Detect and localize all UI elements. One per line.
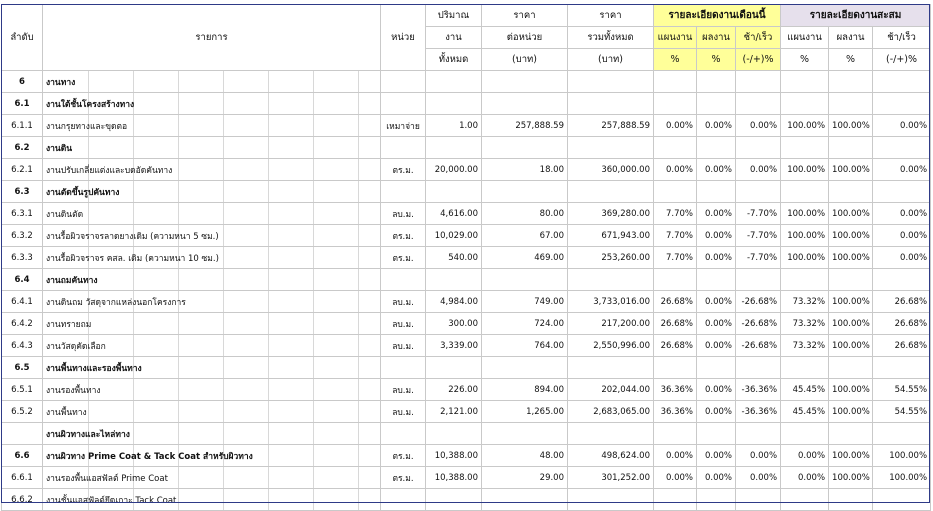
cell-cum-plan[interactable]: 100.00% — [781, 225, 829, 247]
cell-qty[interactable]: 2,121.00 — [426, 401, 482, 423]
header-this-month[interactable]: รายละเอียดงานเดือนนี้ — [654, 5, 781, 27]
cell-unit-price[interactable]: 749.00 — [482, 291, 568, 313]
cell-qty[interactable] — [426, 71, 482, 93]
cell-month-diff[interactable] — [736, 93, 781, 115]
cell-total-price[interactable] — [568, 93, 654, 115]
cell-seq[interactable]: 6.6.2 — [2, 489, 43, 511]
table-row — [2, 401, 931, 423]
table-row — [2, 467, 931, 489]
cell-qty[interactable]: 20,000.00 — [426, 159, 482, 181]
cell-month-result[interactable]: 0.00% — [697, 115, 736, 137]
header-cum-diff[interactable]: ช้า/เร็ว — [873, 27, 931, 49]
header-cum-result-pct[interactable]: % — [829, 49, 873, 71]
cell-qty[interactable] — [426, 181, 482, 203]
header-cumulative[interactable]: รายละเอียดงานสะสม — [781, 5, 931, 27]
cell-qty[interactable]: 10,388.00 — [426, 445, 482, 467]
cell-qty[interactable] — [426, 489, 482, 511]
table-row — [2, 159, 931, 181]
cell-item[interactable]: งานดิน — [43, 137, 381, 159]
cell-unit[interactable] — [381, 93, 426, 115]
cell-unit-price[interactable]: 67.00 — [482, 225, 568, 247]
cell-month-plan[interactable]: 26.68% — [654, 335, 697, 357]
cell-qty[interactable]: 226.00 — [426, 379, 482, 401]
cell-qty[interactable] — [426, 93, 482, 115]
header-unit-price-3[interactable]: (บาท) — [482, 49, 568, 71]
cell-total-price[interactable]: 498,624.00 — [568, 445, 654, 467]
cell-cum-plan[interactable] — [781, 489, 829, 511]
cell-month-diff[interactable] — [736, 357, 781, 379]
cell-cum-diff[interactable]: 0.00% — [873, 247, 931, 269]
header-unit-price-1[interactable]: ราคา — [482, 5, 568, 27]
cell-unit[interactable]: ลบ.ม. — [381, 401, 426, 423]
section-row — [2, 137, 931, 159]
cell-unit-price[interactable]: 29.00 — [482, 467, 568, 489]
cell-total-price[interactable] — [568, 357, 654, 379]
cell-month-diff[interactable]: 0.00% — [736, 445, 781, 467]
cell-cum-result[interactable]: 100.00% — [829, 335, 873, 357]
cell-unit-price[interactable]: 18.00 — [482, 159, 568, 181]
table-row — [2, 247, 931, 269]
cell-qty[interactable]: 300.00 — [426, 313, 482, 335]
cell-month-result[interactable]: 0.00% — [697, 159, 736, 181]
cell-total-price[interactable] — [568, 489, 654, 511]
cell-seq[interactable]: 6.5 — [2, 357, 43, 379]
cell-cum-diff[interactable] — [873, 423, 931, 445]
cell-cum-result[interactable] — [829, 71, 873, 93]
cell-cum-diff[interactable]: 100.00% — [873, 467, 931, 489]
cell-unit[interactable] — [381, 137, 426, 159]
cell-item[interactable]: งานดินตัด — [43, 203, 381, 225]
cell-month-diff[interactable] — [736, 423, 781, 445]
header-month-diff[interactable]: ช้า/เร็ว — [736, 27, 781, 49]
cell-month-diff[interactable]: -7.70% — [736, 225, 781, 247]
cell-unit-price[interactable] — [482, 181, 568, 203]
cell-month-diff[interactable] — [736, 489, 781, 511]
cell-month-plan[interactable] — [654, 71, 697, 93]
cell-cum-result[interactable] — [829, 489, 873, 511]
cell-month-diff[interactable] — [736, 71, 781, 93]
cell-unit-price[interactable] — [482, 423, 568, 445]
cell-qty[interactable]: 4,984.00 — [426, 291, 482, 313]
cell-cum-diff[interactable]: 0.00% — [873, 225, 931, 247]
cell-seq[interactable]: 6.4.2 — [2, 313, 43, 335]
cell-month-plan[interactable]: 7.70% — [654, 203, 697, 225]
cell-month-result[interactable]: 0.00% — [697, 335, 736, 357]
cell-month-diff[interactable]: 0.00% — [736, 159, 781, 181]
cell-month-result[interactable] — [697, 93, 736, 115]
table-row — [2, 335, 931, 357]
cell-month-result[interactable] — [697, 357, 736, 379]
cell-item[interactable]: งานรื้อผิวจราจรลาดยางเดิม (ความหนา 5 ซม.) — [43, 225, 381, 247]
cell-unit[interactable]: ตร.ม. — [381, 247, 426, 269]
cell-cum-plan[interactable] — [781, 137, 829, 159]
cell-cum-diff[interactable]: 0.00% — [873, 203, 931, 225]
cell-cum-plan[interactable] — [781, 357, 829, 379]
cell-month-result[interactable] — [697, 137, 736, 159]
cell-unit[interactable]: ลบ.ม. — [381, 379, 426, 401]
cell-month-diff[interactable]: -7.70% — [736, 247, 781, 269]
cell-seq[interactable]: 6.2.1 — [2, 159, 43, 181]
header-unit[interactable]: หน่วย — [381, 5, 426, 71]
cell-qty[interactable]: 10,029.00 — [426, 225, 482, 247]
cell-month-diff[interactable] — [736, 269, 781, 291]
cell-unit-price[interactable]: 1,265.00 — [482, 401, 568, 423]
cell-month-plan[interactable]: 26.68% — [654, 313, 697, 335]
cell-month-plan[interactable] — [654, 357, 697, 379]
cell-unit-price[interactable] — [482, 269, 568, 291]
cell-cum-result[interactable]: 100.00% — [829, 115, 873, 137]
cell-seq[interactable]: 6.1.1 — [2, 115, 43, 137]
cell-month-plan[interactable]: 0.00% — [654, 115, 697, 137]
cell-total-price[interactable]: 257,888.59 — [568, 115, 654, 137]
cell-month-diff[interactable]: -26.68% — [736, 335, 781, 357]
cell-cum-plan[interactable]: 73.32% — [781, 335, 829, 357]
section-row — [2, 93, 931, 115]
cell-qty[interactable]: 1.00 — [426, 115, 482, 137]
header-seq[interactable]: ลำดับ — [2, 5, 43, 71]
cell-seq[interactable]: 6.6 — [2, 445, 43, 467]
cell-unit-price[interactable]: 80.00 — [482, 203, 568, 225]
cell-cum-plan[interactable]: 100.00% — [781, 247, 829, 269]
cell-seq[interactable]: 6.3.1 — [2, 203, 43, 225]
cell-month-result[interactable] — [697, 181, 736, 203]
cell-unit-price[interactable] — [482, 93, 568, 115]
cell-cum-diff[interactable]: 26.68% — [873, 291, 931, 313]
header-total-price-1[interactable]: ราคา — [568, 5, 654, 27]
cell-unit-price[interactable] — [482, 357, 568, 379]
cell-total-price[interactable]: 3,733,016.00 — [568, 291, 654, 313]
cell-unit[interactable]: ตร.ม. — [381, 159, 426, 181]
cell-seq[interactable]: 6.6.1 — [2, 467, 43, 489]
cell-qty[interactable]: 10,388.00 — [426, 467, 482, 489]
header-qty-1[interactable]: ปริมาณ — [426, 5, 482, 27]
cell-month-diff[interactable]: 0.00% — [736, 115, 781, 137]
cell-unit[interactable]: ตร.ม. — [381, 225, 426, 247]
cell-total-price[interactable] — [568, 269, 654, 291]
cell-total-price[interactable]: 301,252.00 — [568, 467, 654, 489]
header-cum-result[interactable]: ผลงาน — [829, 27, 873, 49]
cell-unit[interactable] — [381, 71, 426, 93]
cell-item[interactable]: งานชั้นแอสฟัลต์ยึดเกาะ Tack Coat — [43, 489, 381, 511]
cell-unit-price[interactable]: 469.00 — [482, 247, 568, 269]
cell-cum-plan[interactable]: 100.00% — [781, 115, 829, 137]
cell-total-price[interactable] — [568, 181, 654, 203]
cell-month-diff[interactable]: 0.00% — [736, 467, 781, 489]
cell-cum-result[interactable]: 100.00% — [829, 445, 873, 467]
cell-cum-diff[interactable]: 0.00% — [873, 159, 931, 181]
cell-cum-diff[interactable]: 26.68% — [873, 335, 931, 357]
cell-cum-diff[interactable] — [873, 357, 931, 379]
cell-unit-price[interactable]: 724.00 — [482, 313, 568, 335]
cell-unit[interactable]: ลบ.ม. — [381, 291, 426, 313]
cell-total-price[interactable]: 2,683,065.00 — [568, 401, 654, 423]
cell-item[interactable]: งานทาง — [43, 71, 381, 93]
section-row — [2, 181, 931, 203]
cell-total-price[interactable] — [568, 423, 654, 445]
cell-month-result[interactable] — [697, 71, 736, 93]
cell-cum-diff[interactable] — [873, 269, 931, 291]
cell-month-result[interactable]: 0.00% — [697, 401, 736, 423]
header-cum-diff-pct[interactable]: (-/+)% — [873, 49, 931, 71]
table-row — [2, 291, 931, 313]
cell-cum-plan[interactable]: 100.00% — [781, 203, 829, 225]
cell-qty[interactable]: 3,339.00 — [426, 335, 482, 357]
cell-month-result[interactable]: 0.00% — [697, 467, 736, 489]
cell-item[interactable]: งานผิวทาง Prime Coat & Tack Coat สำหรับผิวทาง — [43, 445, 381, 467]
cell-month-result[interactable] — [697, 423, 736, 445]
cell-total-price[interactable] — [568, 71, 654, 93]
cell-cum-plan[interactable]: 45.45% — [781, 401, 829, 423]
cell-unit[interactable]: ตร.ม. — [381, 445, 426, 467]
cell-cum-plan[interactable]: 100.00% — [781, 159, 829, 181]
cell-item[interactable]: งานวัสดุคัดเลือก — [43, 335, 381, 357]
header-month-plan[interactable]: แผนงาน — [654, 27, 697, 49]
cell-cum-diff[interactable] — [873, 489, 931, 511]
cell-month-plan[interactable] — [654, 181, 697, 203]
cell-total-price[interactable]: 202,044.00 — [568, 379, 654, 401]
cell-unit-price[interactable]: 764.00 — [482, 335, 568, 357]
cell-month-plan[interactable]: 7.70% — [654, 225, 697, 247]
cell-seq[interactable]: 6.4 — [2, 269, 43, 291]
cell-month-result[interactable] — [697, 489, 736, 511]
cell-month-plan[interactable]: 0.00% — [654, 445, 697, 467]
cell-month-plan[interactable]: 0.00% — [654, 467, 697, 489]
cell-item[interactable]: งานรื้อผิวจราจร คสล. เดิม (ความหนา 10 ซม.) — [43, 247, 381, 269]
cell-seq[interactable]: 6.3.2 — [2, 225, 43, 247]
table-header — [2, 5, 931, 71]
cell-month-plan[interactable]: 26.68% — [654, 291, 697, 313]
cell-month-diff[interactable]: -36.36% — [736, 401, 781, 423]
cell-month-plan[interactable]: 7.70% — [654, 247, 697, 269]
cell-cum-result[interactable] — [829, 181, 873, 203]
cell-month-diff[interactable]: -26.68% — [736, 313, 781, 335]
cell-item[interactable]: งานรองพื้นทาง — [43, 379, 381, 401]
cell-unit[interactable]: ลบ.ม. — [381, 203, 426, 225]
cell-total-price[interactable]: 360,000.00 — [568, 159, 654, 181]
cell-cum-diff[interactable]: 54.55% — [873, 401, 931, 423]
cell-seq[interactable]: 6.5.1 — [2, 379, 43, 401]
table-row — [2, 489, 931, 511]
cell-cum-result[interactable]: 100.00% — [829, 159, 873, 181]
section-row — [2, 423, 931, 445]
cell-item[interactable]: งานทรายถม — [43, 313, 381, 335]
cell-month-diff[interactable]: -26.68% — [736, 291, 781, 313]
cell-cum-result[interactable] — [829, 423, 873, 445]
cell-cum-diff[interactable] — [873, 71, 931, 93]
cell-cum-result[interactable]: 100.00% — [829, 247, 873, 269]
cell-cum-result[interactable]: 100.00% — [829, 313, 873, 335]
table-row — [2, 445, 931, 467]
cell-unit[interactable] — [381, 269, 426, 291]
cell-cum-plan[interactable] — [781, 181, 829, 203]
cell-month-plan[interactable] — [654, 137, 697, 159]
cell-cum-diff[interactable]: 54.55% — [873, 379, 931, 401]
cell-unit[interactable] — [381, 423, 426, 445]
cell-month-result[interactable]: 0.00% — [697, 203, 736, 225]
cell-item[interactable]: งานตัดขึ้นรูปคันทาง — [43, 181, 381, 203]
table-row — [2, 225, 931, 247]
cell-cum-plan[interactable]: 0.00% — [781, 445, 829, 467]
cell-month-plan[interactable]: 36.36% — [654, 379, 697, 401]
cell-month-result[interactable]: 0.00% — [697, 445, 736, 467]
header-cum-plan[interactable]: แผนงาน — [781, 27, 829, 49]
cell-unit[interactable]: ลบ.ม. — [381, 313, 426, 335]
table-row — [2, 379, 931, 401]
header-total-price-3[interactable]: (บาท) — [568, 49, 654, 71]
cell-seq[interactable]: 6.4.1 — [2, 291, 43, 313]
cell-seq[interactable]: 6.4.3 — [2, 335, 43, 357]
table-row — [2, 115, 931, 137]
header-month-result[interactable]: ผลงาน — [697, 27, 736, 49]
cell-total-price[interactable]: 217,200.00 — [568, 313, 654, 335]
cell-cum-result[interactable] — [829, 93, 873, 115]
cell-cum-result[interactable] — [829, 137, 873, 159]
cell-cum-result[interactable]: 100.00% — [829, 225, 873, 247]
cell-cum-result[interactable]: 100.00% — [829, 379, 873, 401]
cell-total-price[interactable]: 253,260.00 — [568, 247, 654, 269]
header-cum-plan-pct[interactable]: % — [781, 49, 829, 71]
header-month-plan-pct[interactable]: % — [654, 49, 697, 71]
cell-unit-price[interactable] — [482, 71, 568, 93]
cell-month-result[interactable]: 0.00% — [697, 247, 736, 269]
table-row — [2, 203, 931, 225]
cell-total-price[interactable]: 671,943.00 — [568, 225, 654, 247]
cell-seq[interactable] — [2, 423, 43, 445]
cell-month-diff[interactable] — [736, 137, 781, 159]
cell-month-result[interactable]: 0.00% — [697, 379, 736, 401]
header-month-result-pct[interactable]: % — [697, 49, 736, 71]
cell-item[interactable]: งานพื้นทางและรองพื้นทาง — [43, 357, 381, 379]
cell-seq[interactable]: 6.1 — [2, 93, 43, 115]
cell-month-result[interactable] — [697, 269, 736, 291]
cell-cum-result[interactable]: 100.00% — [829, 401, 873, 423]
cell-month-plan[interactable] — [654, 489, 697, 511]
cell-cum-plan[interactable] — [781, 93, 829, 115]
cell-cum-result[interactable]: 100.00% — [829, 291, 873, 313]
cell-qty[interactable] — [426, 423, 482, 445]
cell-month-result[interactable]: 0.00% — [697, 313, 736, 335]
header-item[interactable]: รายการ — [43, 5, 381, 71]
cell-cum-diff[interactable]: 26.68% — [873, 313, 931, 335]
section-row — [2, 71, 931, 93]
cell-item[interactable]: งานผิวทางและไหล่ทาง — [43, 423, 381, 445]
cell-total-price[interactable] — [568, 137, 654, 159]
cell-cum-plan[interactable] — [781, 269, 829, 291]
cell-seq[interactable]: 6 — [2, 71, 43, 93]
cell-item[interactable]: งานดินถม วัสดุจากแหล่งนอกโครงการ — [43, 291, 381, 313]
cell-month-diff[interactable]: -36.36% — [736, 379, 781, 401]
table-row — [2, 313, 931, 335]
cell-item[interactable]: งานรองพื้นแอสฟัลต์ Prime Coat — [43, 467, 381, 489]
cell-unit[interactable] — [381, 357, 426, 379]
cell-cum-diff[interactable] — [873, 181, 931, 203]
cell-cum-result[interactable]: 100.00% — [829, 203, 873, 225]
cell-qty[interactable]: 540.00 — [426, 247, 482, 269]
cell-cum-plan[interactable] — [781, 71, 829, 93]
cell-cum-plan[interactable] — [781, 423, 829, 445]
cell-qty[interactable]: 4,616.00 — [426, 203, 482, 225]
progress-table — [1, 4, 931, 511]
cell-seq[interactable]: 6.2 — [2, 137, 43, 159]
header-total-price-2[interactable]: รวมทั้งหมด — [568, 27, 654, 49]
cell-unit-price[interactable] — [482, 489, 568, 511]
cell-qty[interactable] — [426, 269, 482, 291]
cell-cum-diff[interactable]: 100.00% — [873, 445, 931, 467]
cell-item[interactable]: งานกรุยทางและขุดตอ — [43, 115, 381, 137]
cell-item[interactable]: งานพื้นทาง — [43, 401, 381, 423]
cell-month-plan[interactable]: 36.36% — [654, 401, 697, 423]
cell-month-diff[interactable] — [736, 181, 781, 203]
cell-qty[interactable] — [426, 137, 482, 159]
cell-seq[interactable]: 6.3 — [2, 181, 43, 203]
cell-cum-diff[interactable] — [873, 137, 931, 159]
table-body — [2, 71, 931, 511]
cell-month-diff[interactable]: -7.70% — [736, 203, 781, 225]
section-row — [2, 269, 931, 291]
cell-item[interactable]: งานถมคันทาง — [43, 269, 381, 291]
cell-cum-diff[interactable]: 0.00% — [873, 115, 931, 137]
cell-item[interactable]: งานใต้ชั้นโครงสร้างทาง — [43, 93, 381, 115]
cell-qty[interactable] — [426, 357, 482, 379]
cell-cum-result[interactable]: 100.00% — [829, 467, 873, 489]
cell-unit-price[interactable]: 48.00 — [482, 445, 568, 467]
cell-unit-price[interactable]: 894.00 — [482, 379, 568, 401]
header-unit-price-2[interactable]: ต่อหน่วย — [482, 27, 568, 49]
cell-unit-price[interactable] — [482, 137, 568, 159]
cell-cum-result[interactable] — [829, 357, 873, 379]
section-row — [2, 357, 931, 379]
cell-unit[interactable]: ลบ.ม. — [381, 335, 426, 357]
header-month-diff-pct[interactable]: (-/+)% — [736, 49, 781, 71]
cell-month-plan[interactable]: 0.00% — [654, 159, 697, 181]
cell-cum-plan[interactable]: 45.45% — [781, 379, 829, 401]
cell-seq[interactable]: 6.5.2 — [2, 401, 43, 423]
cell-month-plan[interactable] — [654, 423, 697, 445]
cell-seq[interactable]: 6.3.3 — [2, 247, 43, 269]
cell-cum-plan[interactable]: 0.00% — [781, 467, 829, 489]
cell-month-plan[interactable] — [654, 93, 697, 115]
cell-cum-result[interactable] — [829, 269, 873, 291]
cell-month-result[interactable]: 0.00% — [697, 225, 736, 247]
cell-unit[interactable] — [381, 489, 426, 511]
cell-total-price[interactable]: 369,280.00 — [568, 203, 654, 225]
cell-unit[interactable] — [381, 181, 426, 203]
cell-total-price[interactable]: 2,550,996.00 — [568, 335, 654, 357]
cell-unit[interactable]: ตร.ม. — [381, 467, 426, 489]
cell-unit-price[interactable]: 257,888.59 — [482, 115, 568, 137]
cell-month-plan[interactable] — [654, 269, 697, 291]
cell-unit[interactable]: เหมาจ่าย — [381, 115, 426, 137]
cell-item[interactable]: งานปรับเกลี่ยแต่งและบดอัดคันทาง — [43, 159, 381, 181]
cell-cum-diff[interactable] — [873, 93, 931, 115]
header-qty-2[interactable]: งาน — [426, 27, 482, 49]
cell-cum-plan[interactable]: 73.32% — [781, 313, 829, 335]
cell-cum-plan[interactable]: 73.32% — [781, 291, 829, 313]
cell-month-result[interactable]: 0.00% — [697, 291, 736, 313]
header-qty-3[interactable]: ทั้งหมด — [426, 49, 482, 71]
